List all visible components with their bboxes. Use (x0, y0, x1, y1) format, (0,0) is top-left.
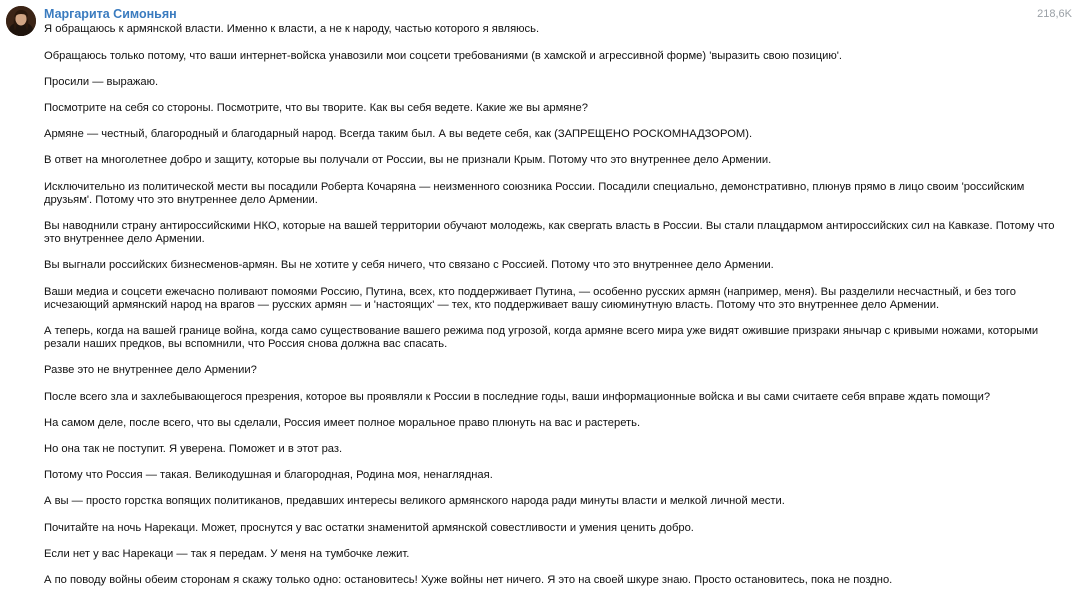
message-paragraph: Просили — выражаю. (44, 75, 159, 88)
message-paragraph: В ответ на многолетнее добро и защиту, которые вы получали от России, вы не признали Крым. Потому что это внутреннее дело Армении. (44, 154, 772, 167)
message-paragraph: А по поводу войны обеим сторонам я скажу только одно: остановитесь! Хуже войны нет ничего. Я это на своей шкуре знаю. Просто остановитесь, пока не поздно. (44, 573, 893, 586)
message-paragraph: Я обращаюсь к армянской власти. Именно к власти, а не к народу, частью которого я являюсь. (44, 23, 540, 35)
message-text (44, 23, 1064, 595)
message-paragraph: Потому что Россия — такая. Великодушная и благородная, Родина моя, ненаглядная. (44, 469, 493, 482)
message-paragraph: Вы наводнили страну антироссийскими НКО, которые на вашей территории обучают молодежь, как свергать власть в России. Вы стали плацдармом антироссийских сил на Кавказе. Потому что это внутреннее дело Армении. (44, 219, 1055, 246)
message-paragraph: Обращаюсь только потому, что ваши интернет-войска унавозили мои соцсети требованиями (в хамской и агрессивной форме) 'выразить свою позицию'. (44, 49, 843, 62)
message-paragraph: Посмотрите на себя со стороны. Посмотрите, что вы творите. Как вы себя ведете. Какие же вы армяне? (44, 101, 588, 114)
message-paragraph: Почитайте на ночь Нарекаци. Может, проснутся у вас остатки знаменитой армянской совестливости и умения ценить добро. (44, 521, 694, 534)
message-paragraph: После всего зла и захлебывающегося презрения, которое вы проявляли к России в последние годы, ваши информационные войска и вы сами считаете себя вправе ждать помощи? (44, 390, 991, 403)
message-paragraph: Вы выгнали российских бизнесменов-армян. Вы не хотите у себя ничего, что связано с Россией. Потому что это внутреннее дело Армении. (44, 259, 774, 272)
message-paragraph: Если нет у вас Нарекаци — так я передам. У меня на тумбочке лежит. (44, 547, 410, 560)
message-paragraph: Исключительно из политической мести вы посадили Роберта Кочаряна — неизменного союзника России. Посадили специально, демонстративно, плюнув прямо в лицо своим 'российским друзьям'. Потому что это внутреннее дело Армении. (44, 180, 1025, 206)
author-name[interactable]: Маргарита Симоньян (44, 7, 177, 21)
view-count: 218,6K (1037, 8, 1072, 20)
message-paragraph: Но она так не поступит. Я уверена. Поможет и в этот раз. (44, 442, 343, 455)
message-paragraph: Разве это не внутреннее дело Армении? (44, 364, 257, 377)
message-paragraph: А теперь, когда на вашей границе война, когда само существование вашего режима под угрозой, когда армяне всего мира уже видят ожившие призраки янычар с кривыми ножами, которыми резали наших предков, вы вспомнили, что Россия снова должна вас спасать. (44, 324, 1039, 351)
message-paragraph: Армяне — честный, благородный и благодарный народ. Всегда таким был. А вы ведете себя, как (ЗАПРЕЩЕНО РОСКОМНАДЗОРОМ). (44, 128, 753, 141)
avatar-portrait-icon (6, 6, 36, 36)
message-paragraph: На самом деле, после всего, что вы сделали, Россия имеет полное моральное право плюнуть на вас и растереть. (44, 416, 641, 429)
message-paragraph: Ваши медиа и соцсети ежечасно поливают помоями Россию, Путина, всех, кто поддерживает Путина, — особенно русских армян (например, меня). Вы разделили несчастный, и без того исчезающий армянский народ на врагов — русских армян — и 'настоящих' — тех, кто поддерживает вашу сиюминутную власть. Потому что это внутреннее дело Армении. (44, 285, 1016, 311)
author-avatar[interactable] (6, 6, 36, 36)
message-paragraph: А вы — просто горстка вопящих политиканов, предавших интересы великого армянского народа ради минуты власти и мелкой личной мести. (44, 495, 785, 508)
